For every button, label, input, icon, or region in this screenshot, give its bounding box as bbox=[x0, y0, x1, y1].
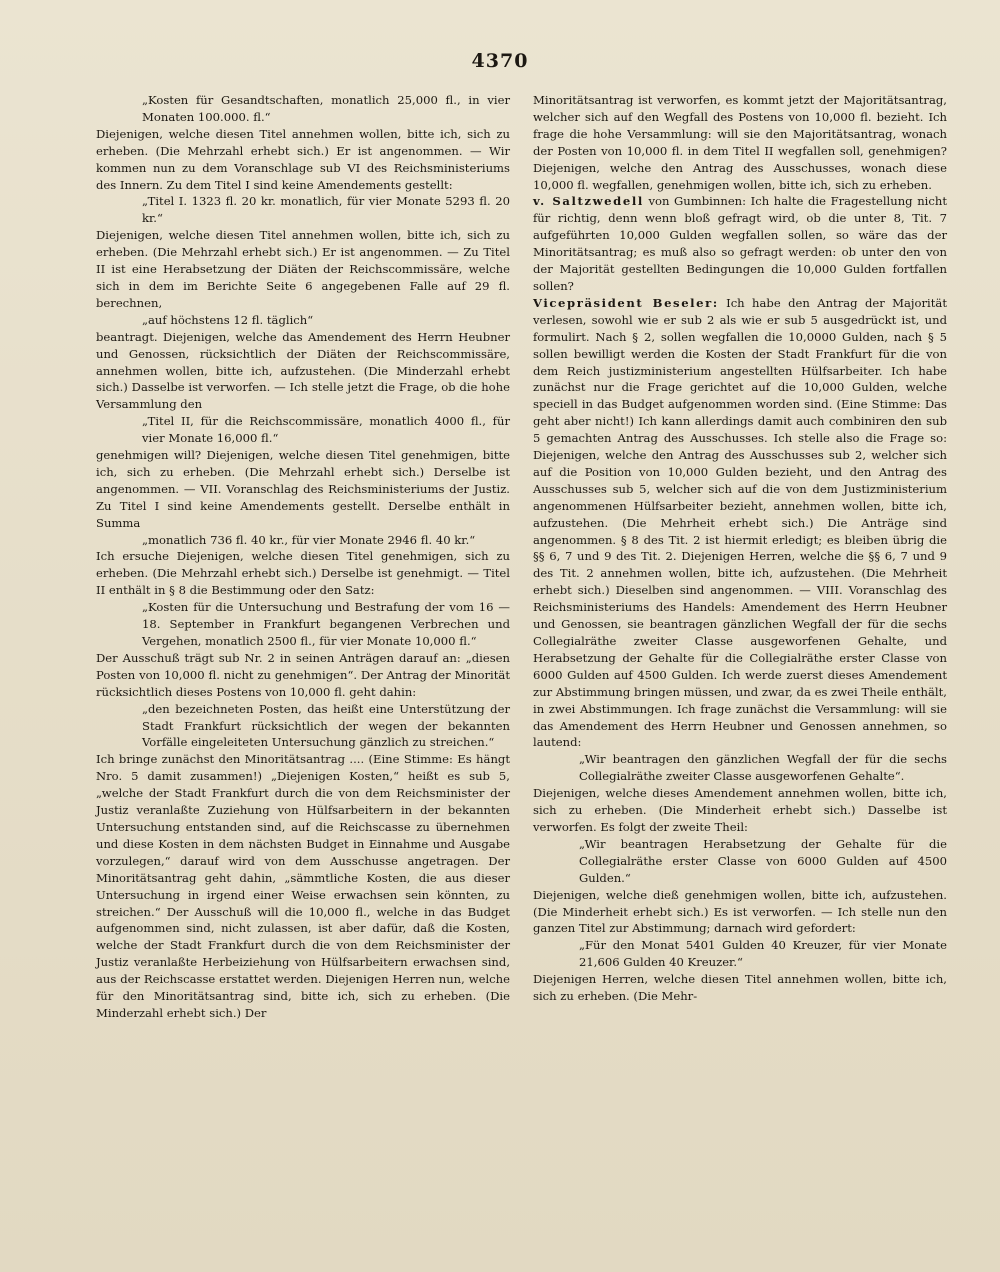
paragraph-text: Diejenigen, welche diesen Titel annehmen wollen, bitte ich, sich zu erheben. (Die Mehrzahl erhebt sich.) Er ist angenommen. — Wir kommen nun zu dem Voranschlage sub VI des Reichsministeriums des Innern. Zu dem Titel I sind keine Amendements gestellt: bbox=[96, 126, 510, 192]
left-column-paragraph bbox=[96, 413, 510, 447]
right-column-paragraph bbox=[533, 937, 947, 971]
paragraph-text: „monatlich 736 fl. 40 kr., für vier Monate 2946 fl. 40 kr.“ bbox=[142, 532, 476, 547]
paragraph-text: Diejenigen, welche dieses Amendement annehmen wollen, bitte ich, sich zu erheben. (Die Minderheit erhebt sich.) Dasselbe ist verworfen. Es folgt der zweite Theil: bbox=[533, 786, 947, 834]
left-column-paragraph bbox=[96, 126, 510, 194]
paragraph-text: „Kosten für Gesandtschaften, monatlich 25,000 fl., in vier Monaten 100.000. fl.“ bbox=[142, 93, 510, 124]
speaker-name: v. Saltzwedell bbox=[533, 194, 644, 209]
left-column-paragraph bbox=[96, 447, 510, 532]
right-column-paragraph bbox=[533, 751, 947, 785]
paragraph-text: „Wir beantragen Herabsetzung der Gehalte für die Collegialräthe erster Classe von 6000 Gulden auf 4500 Gulden.“ bbox=[579, 836, 947, 885]
paragraph-text: genehmigen will? Diejenigen, welche diesen Titel genehmigen, bitte ich, sich zu erheben. (Die Mehrzahl erhebt sich.) Derselbe ist angenommen. — VII. Voranschlag des Reichsministeriums der Justiz. Zu Titel I sind keine Amendements gestellt. Derselbe enthält in Summa bbox=[96, 448, 510, 530]
right-column-paragraph bbox=[533, 785, 947, 836]
left-column-paragraph bbox=[96, 751, 510, 1022]
right-column-paragraph bbox=[533, 971, 947, 1005]
paragraph-text: Diejenigen Herren, welche diesen Titel annehmen wollen, bitte ich, sich zu erheben. (Die Mehr- bbox=[533, 972, 947, 1004]
paragraph-text: „Titel II, für die Reichscommissäre, monatlich 4000 fl., für vier Monate 16,000 fl.“ bbox=[142, 414, 510, 446]
paragraph-text: Der Ausschuß trägt sub Nr. 2 in seinen Anträgen darauf an: „diesen Posten von 10,000 fl. nicht zu genehmigen“. Der Antrag der Minorität rücksichtlich dieses Postens von 10,000 fl. geht dahin: bbox=[96, 650, 510, 699]
left-column-paragraph bbox=[96, 312, 510, 329]
left-column-paragraph bbox=[96, 329, 510, 414]
paragraph-text: von Gumbinnen: Ich halte die Fragestellung nicht für richtig, denn wenn bloß gefragt wird, ob die unter 8, Tit. 7 aufgeführten 10,000 Gulden wegfallen sollen, so wäre das der Minoritätsantrag; es muß also so gefragt werden: ob unter den von der Majorität gestellten Bedingungen die 10,000 Gulden fortfallen sollen? bbox=[533, 194, 947, 293]
paragraph-text: Ich ersuche Diejenigen, welche diesen Titel genehmigen, sich zu erheben. (Die Mehrzahl erhebt sich.) Derselbe ist genehmigt. — Titel II enthält in § 8 die Bestimmung oder den Satz: bbox=[96, 549, 510, 598]
left-column-paragraph bbox=[96, 548, 510, 599]
paragraph-text: beantragt. Diejenigen, welche das Amendement des Herrn Heubner und Genossen, rücksichtlich der Diäten der Reichscommissäre, annehmen wollen, bitte ich, aufzustehen. (Die Minderzahl erhebt sich.) Dasselbe ist verworfen. — Ich stelle jetzt die Frage, ob die hohe Versammlung den bbox=[96, 329, 510, 412]
paragraph-text: „Kosten für die Untersuchung und Bestrafung der vom 16 — 18. September in Frankfurt begangenen Verbrechen und Vergehen, monatlich 2500 fl., für vier Monate 10,000 fl.“ bbox=[142, 600, 510, 648]
paragraph-text: Diejenigen, welche dieß genehmigen wollen, bitte ich, aufzustehen. (Die Minderheit erhebt sich.) Es ist verworfen. — Ich stelle nun den ganzen Titel zur Abstimmung; darnach wird gefordert: bbox=[533, 887, 947, 936]
page-number: 4370 bbox=[471, 50, 529, 72]
paragraph-text: „Titel I. 1323 fl. 20 kr. monatlich, für vier Monate 5293 fl. 20 kr.“ bbox=[142, 194, 510, 226]
paragraph-text: Ich habe den Antrag der Majorität verlesen, sowohl wie er sub 2 als wie er sub 5 ausgedrückt ist, und formulirt. Nach § 2, sollen wegfallen die 10,0000 Gulden, nach § 5 sollen bewilligt werden die Kosten der Stadt Frankfurt für die von dem Reich justizministerium angestellten Hülfsarbeiter. Ich habe zunächst nur die Frage gerichtet auf die 10,000 Gulden, welche speciell in das Budget aufgenommen worden sind. (Eine Stimme: Das geht aber nicht!) Ich kann allerdings damit auch combiniren den sub 5 gemachten Antrag des Ausschusses. Ich stelle also die Frage so: Diejenigen, welche den Antrag des Ausschusses sub 2, welcher sich auf die Position von 10,000 Gulden bezieht, und den Antrag des Ausschusses sub 5, welcher sich auf die von dem Justizministerium angenommenen Hülfsarbeiter bezieht, annehmen wollen, bitte ich, aufzustehen. (Die Mehrheit erhebt sich.) Die Anträge sind angenommen. § 8 des Tit. 2 ist hiermit erledigt; es bleiben übrig die §§ 6, 7 und 9 des Tit. 2. Diejenigen Herren, welche die §§ 6, 7 und 9 des Tit. 2 annehmen wollen, bitte ich, aufzustehen. (Die Mehrheit erhebt sich.) Dieselben sind angenommen. — VIII. Voranschlag des Reichsministeriums des Handels: Amendement des Herrn Heubner und Genossen, sie beantragen gänzlichen Wegfall der für die sechs Collegialräthe zweiter Classe ausgeworfenen Gehalte, und Herabsetzung der Gehalte für die Collegialräthe erster Classe von 6000 Gulden auf 4500 Gulden. Ich werde zuerst dieses Amendement zur Abstimmung bringen müssen, und zwar, da es zwei Theile enthält, in zwei Abstimmungen. Ich frage zunächst die Versammlung: will sie das Amendement des Herrn Heubner und Genossen annehmen, so lautend: bbox=[533, 295, 947, 750]
left-column-paragraph bbox=[96, 701, 510, 752]
paragraph-text: „Für den Monat 5401 Gulden 40 Kreuzer, für vier Monate 21,606 Gulden 40 Kreuzer.“ bbox=[579, 938, 947, 970]
paragraph-text: „auf höchstens 12 fl. täglich“ bbox=[142, 312, 314, 327]
right-column bbox=[533, 92, 947, 1005]
left-column-paragraph bbox=[96, 599, 510, 650]
right-column-paragraph bbox=[533, 295, 947, 751]
paragraph-text: Minoritätsantrag ist verworfen, es kommt jetzt der Majoritätsantrag, welcher sich auf den Wegfall des Postens von 10,000 fl. bezieht. Ich frage die hohe Versammlung: will sie den Majoritätsantrag, wonach der Posten von 10,000 fl. in dem Titel II wegfallen soll, genehmigen? Diejenigen, welche den Antrag des Ausschusses, wonach diese 10,000 fl. wegfallen, genehmigen wollen, bitte ich, sich zu erheben. bbox=[533, 93, 947, 192]
right-column-paragraph bbox=[533, 193, 947, 294]
left-column bbox=[96, 92, 510, 1022]
paragraph-text: Ich bringe zunächst den Minoritätsantrag .... (Eine Stimme: Es hängt Nro. 5 damit zusammen!) „Diejenigen Kosten,“ heißt es sub 5, „welche der Stadt Frankfurt durch die von dem Reichsminister der Justiz veranlaßte Zuziehung von Hülfsarbeitern in der bekannten Untersuchung entstanden sind, auf die Reichscasse zu übernehmen und diese Kosten in dem nächsten Budget in Einnahme und Ausgabe vorzulegen,“ darauf wird von dem Ausschusse angetragen. Der Minoritätsantrag geht dahin, „sämmtliche Kosten, die aus dieser Untersuchung in irgend einer Weise erwachsen sein könnten, zu streichen.“ Der Ausschuß will die 10,000 fl., welche in das Budget aufgenommen sind, nicht zulassen, ist aber dafür, daß die Kosten, welche der Stadt Frankfurt durch die von dem Reichsminister der Justiz veranlaßte Herbeiziehung von Hülfsarbeitern erwachsen sind, aus der Reichscasse erstattet werden. Diejenigen Herren nun, welche für den Minoritätsantrag sind, bitte ich, sich zu erheben. (Die Minderzahl erhebt sich.) Der bbox=[96, 752, 510, 1020]
right-column-paragraph bbox=[533, 92, 947, 193]
right-column-paragraph bbox=[533, 887, 947, 938]
left-column-paragraph bbox=[96, 227, 510, 312]
paragraph-text: „den bezeichneten Posten, das heißt eine Unterstützung der Stadt Frankfurt rücksichtlich der wegen der bekannten Vorfälle eingeleiteten Untersuchung gänzlich zu streichen.“ bbox=[142, 701, 510, 750]
right-column-paragraph bbox=[533, 836, 947, 887]
paragraph-text: „Wir beantragen den gänzlichen Wegfall der für die sechs Collegialräthe zweiter Classe ausgeworfenen Gehalte“. bbox=[579, 752, 947, 784]
left-column-paragraph bbox=[96, 193, 510, 227]
left-column-paragraph bbox=[96, 532, 510, 549]
left-column-paragraph bbox=[96, 650, 510, 701]
speaker-name: Vicepräsident Beseler: bbox=[533, 295, 719, 310]
paragraph-text: Diejenigen, welche diesen Titel annehmen wollen, bitte ich, sich zu erheben. (Die Mehrzahl erhebt sich.) Er ist angenommen. — Zu Titel II ist eine Herabsetzung der Diäten der Reichscommissäre, welche sich in dem im Berichte Seite 6 angegebenen Falle auf 29 fl. berechnen, bbox=[96, 228, 510, 310]
left-column-paragraph bbox=[96, 92, 510, 126]
